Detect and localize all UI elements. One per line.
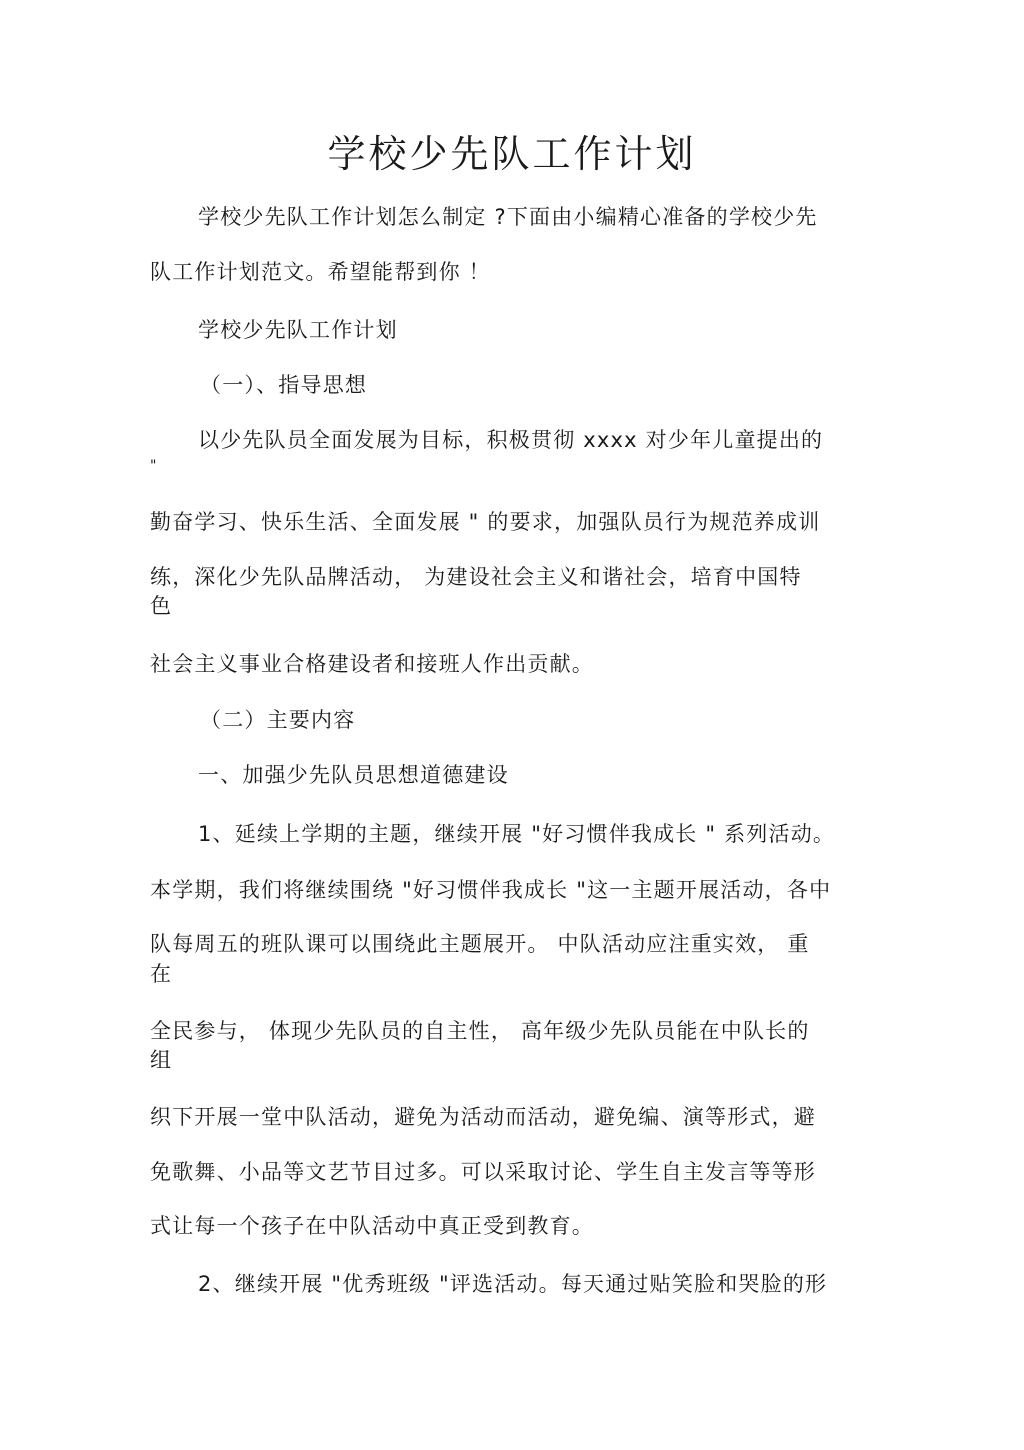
text-line: 免歌舞、小品等文艺节目过多。可以采取讨论、学生自主发言等等形 — [150, 1160, 816, 1184]
section-heading: （二）主要内容 — [200, 708, 356, 732]
text-line: 队工作计划范文。希望能帮到你 ！ — [150, 260, 491, 284]
section-heading: 学校少先队工作计划 — [198, 318, 398, 342]
text-line: 1、延续上学期的主题，继续开展 "好习惯伴我成长 " 系列活动。 — [198, 822, 836, 846]
text-line: 学校少先队工作计划怎么制定 ?下面由小编精心准备的学校少先 — [198, 205, 818, 229]
text-line: 以少先队员全面发展为目标，积极贯彻 xxxx 对少年儿童提出的 — [198, 428, 824, 452]
wrap-char: 色 — [150, 594, 171, 618]
text-line: 练，深化少先队品牌活动， 为建设社会主义和谐社会，培育中国特 — [150, 565, 802, 589]
text-line: 织下开展一堂中队活动，避免为活动而活动，避免编、演等形式，避 — [150, 1105, 816, 1129]
text-line: 勤奋学习、快乐生活、全面发展 " 的要求，加强队员行为规范养成训 — [150, 510, 821, 534]
wrap-char: 在 — [150, 962, 171, 986]
text-line: 2、继续开展 "优秀班级 "评选活动。每天通过贴笑脸和哭脸的形 — [198, 1272, 828, 1296]
text-line: 全民参与， 体现少先队员的自主性， 高年级少先队员能在中队长的 — [150, 1019, 810, 1043]
wrap-char: 组 — [150, 1048, 171, 1072]
document-title: 学校少先队工作计划 — [327, 132, 697, 176]
text-line: 队每周五的班队课可以围绕此主题展开。 中队活动应注重实效， 重 — [150, 932, 810, 956]
wrap-char: " — [150, 458, 157, 474]
text-line: 社会主义事业合格建设者和接班人作出贡献。 — [150, 652, 594, 676]
text-line: 本学期，我们将继续围绕 "好习惯伴我成长 "这一主题开展活动，各中 — [150, 878, 832, 902]
text-line: 式让每一个孩子在中队活动中真正受到教育。 — [150, 1214, 594, 1238]
section-heading: （一）、指导思想 — [200, 373, 368, 397]
section-heading: 一、加强少先队员思想道德建设 — [198, 763, 509, 787]
